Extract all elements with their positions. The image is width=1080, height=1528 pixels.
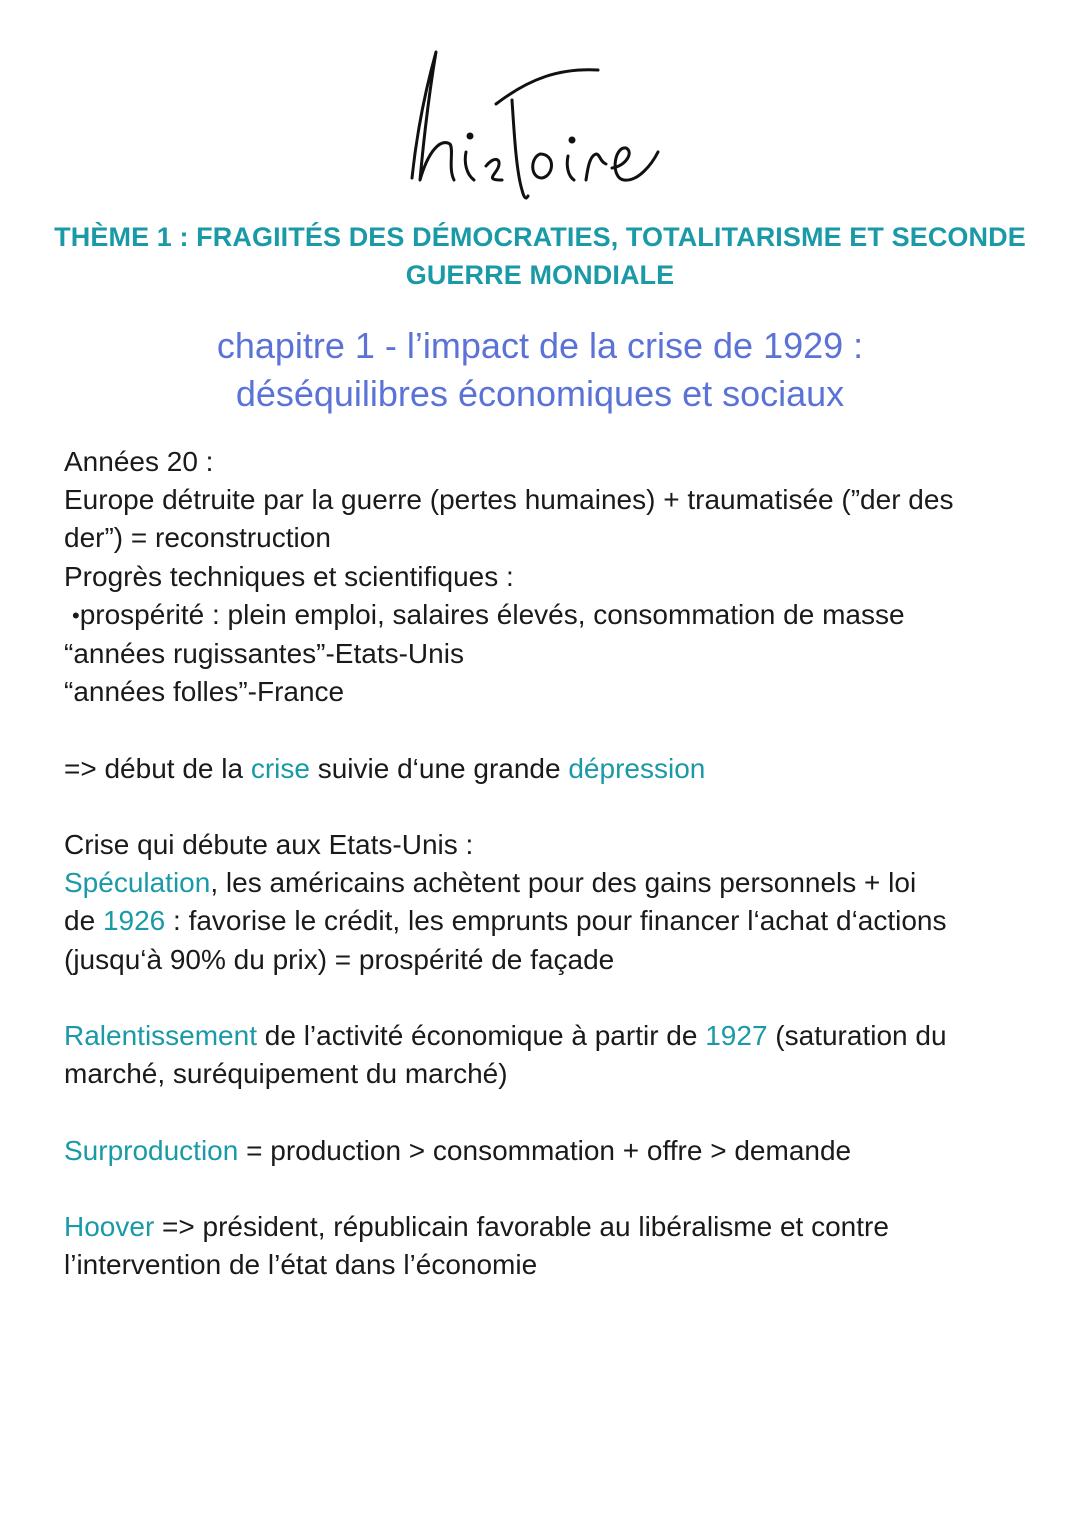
loi-1926-line [64, 902, 1024, 940]
intervention-line: l’intervention de l’état dans l’économie [64, 1249, 538, 1281]
surproduction-line [64, 1132, 1024, 1170]
hoover-line [64, 1208, 1024, 1246]
term-speculation: Spéculation [64, 867, 211, 899]
script-title [0, 40, 1080, 200]
histoire-handwritten-title [390, 40, 690, 200]
term-hoover: Hoover [64, 1210, 155, 1242]
term-depression: dépression [568, 752, 706, 784]
debut-prefix: => début de la [64, 752, 251, 784]
europe-line-1: Europe détruite par la guerre (pertes humaines) + traumatisée (”der des [64, 484, 954, 516]
term-crise: crise [250, 752, 310, 784]
folles-line: “années folles”-France [64, 676, 345, 708]
loi-rest: : favorise le crédit, les emprunts pour financer l‘achat d‘actions [165, 905, 947, 937]
marche-line: marché, suréquipement du marché) [64, 1058, 508, 1090]
term-ralentissement: Ralentissement [64, 1020, 257, 1051]
theme-line-2: GUERRE MONDIALE [405, 260, 675, 290]
chapter-line-2: déséquilibres économiques et sociaux [235, 373, 845, 414]
europe-line-2: der”) = reconstruction [64, 522, 331, 554]
notes-body [64, 443, 1024, 1284]
progres-line: Progrès techniques et scientifiques : [64, 560, 514, 592]
bullet-icon: • [72, 602, 80, 628]
ralentissement-line [64, 1017, 1024, 1055]
loi-prefix: de [64, 905, 103, 937]
theme-heading [0, 218, 1080, 294]
debut-crise-line [64, 750, 1024, 788]
term-surproduction: Surproduction [64, 1134, 239, 1166]
prosperite-bullet [64, 596, 1024, 635]
theme-line-1: THÈME 1 : FRAGIITÉS DES DÉMOCRATIES, TOTALITARISME ET SECONDE [54, 222, 1026, 252]
surproduction-rest: = production > consommation + offre > demande [238, 1134, 852, 1166]
chapter-line-1: chapitre 1 - l’impact de la crise de 1929 : [216, 325, 864, 366]
prosperite-text: prospérité : plein emploi, salaires élevés, consommation de masse [79, 598, 905, 630]
speculation-rest: , les américains achètent pour des gains personnels + loi [210, 867, 917, 899]
ralentissement-rest: (saturation du [767, 1020, 947, 1051]
speculation-line [64, 864, 1024, 902]
crise-debute-line: Crise qui débute aux Etats-Unis : [64, 829, 474, 860]
chapter-title [0, 322, 1080, 418]
hoover-rest: => président, républicain favorable au libéralisme et contre [154, 1210, 889, 1242]
year-1927: 1927 [705, 1020, 768, 1051]
annees20-heading: Années 20 : [64, 446, 214, 477]
debut-mid: suivie d‘une grande [309, 752, 569, 784]
jusqua-line: (jusqu‘à 90% du prix) = prospérité de façade [64, 943, 615, 975]
rugissantes-line: “années rugissantes”-Etats-Unis [64, 638, 464, 670]
ralentissement-mid: de l’activité économique à partir de [256, 1020, 706, 1051]
year-1926: 1926 [102, 905, 166, 937]
